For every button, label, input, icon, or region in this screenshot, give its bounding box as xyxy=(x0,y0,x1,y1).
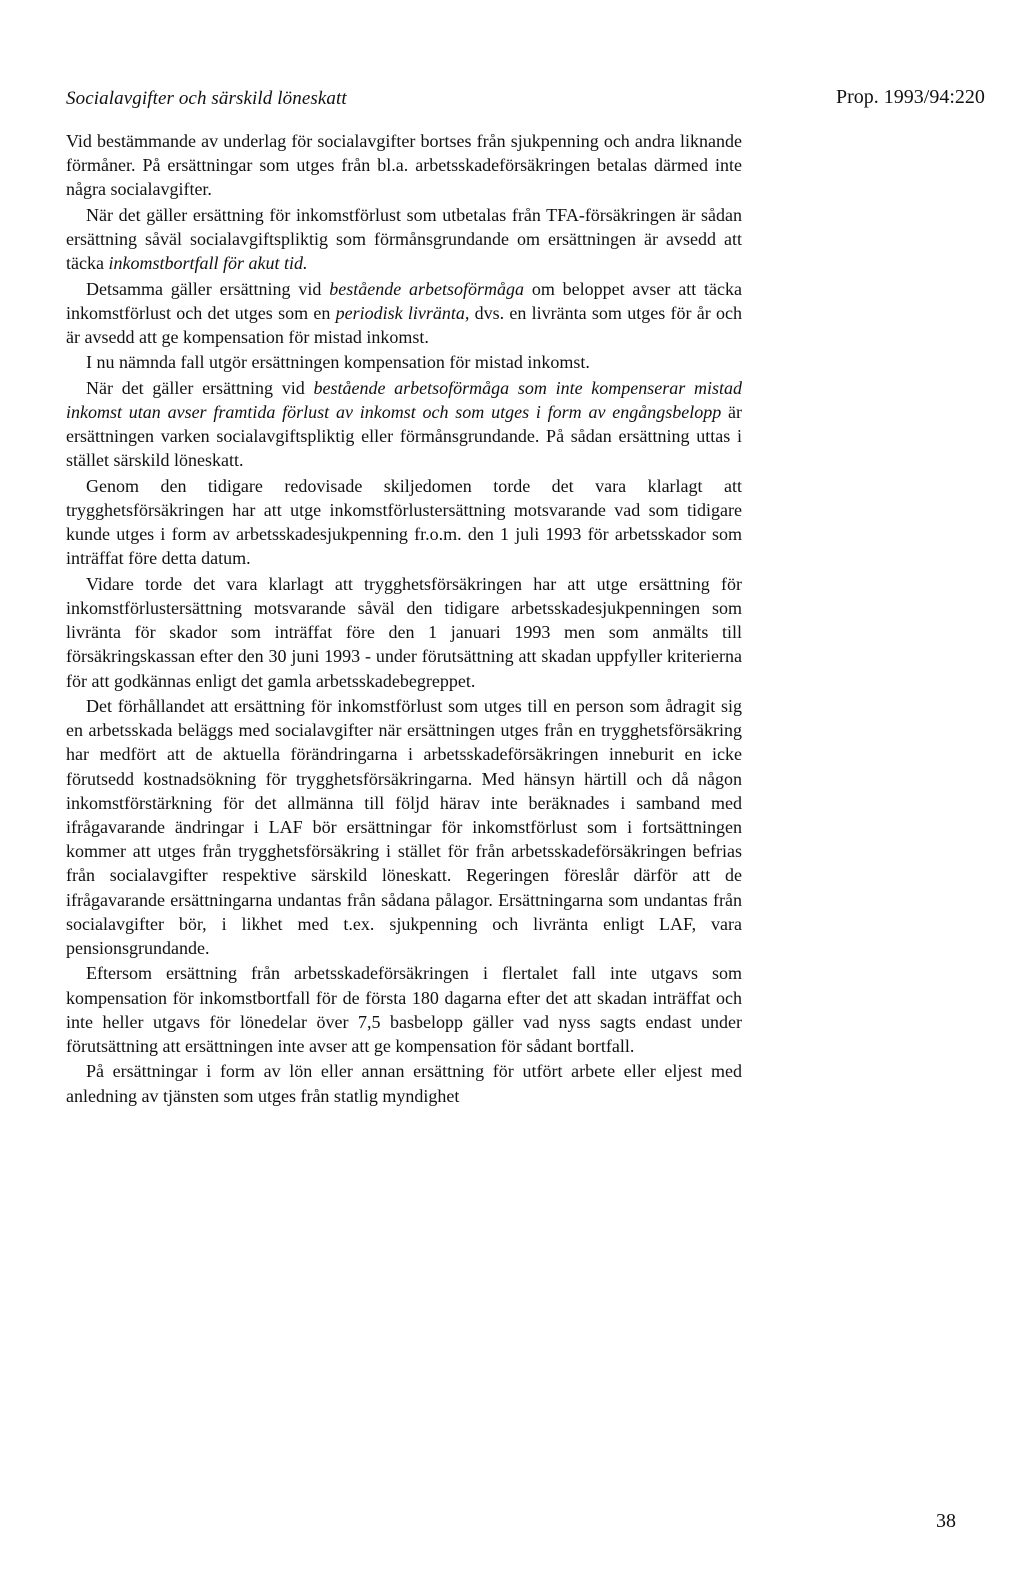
text-segment: Vidare torde det vara klarlagt att trygghetsförsäkringen har att utge ersättning för inkomstförlustersättning motsvarande såväl den tidigare arbetsskadesjukpenningen som livränta för skador som inträffat före den 1 januari 1993 men som anmälts till försäkringskassan efter den 30 juni 1993 - under förutsättning att skadan uppfyller kriterierna för att godkännas enligt det gamla arbetsskadebegreppet. xyxy=(66,573,742,691)
paragraph xyxy=(66,129,742,202)
text-segment: Detsamma gäller ersättning vid xyxy=(86,278,330,299)
text-segment: I nu nämnda fall utgör ersättningen kompensation för mistad inkomst. xyxy=(86,352,590,373)
text-segment: Det förhållandet att ersättning för inkomstförlust som utges till en person som ådragit sig en arbetsskada beläggs med socialavgifter när ersättningen utges från en trygghetsförsäkring har medfört att de aktuella förändringarna i arbetsskadeförsäkringen inneburit en icke förutsedd kostnadsökning för trygghetsförsäkringarna. Med hänsyn härtill och då någon inkomstförstärkning för det allmänna till följd härav inte beräknades i samband med ifrågavarande ändringar i LAF bör ersättningar för inkomstförlust som i fortsättningen kommer att utges från trygghetsförsäkring i stället för från arbetsskadeförsäkringen befrias från socialavgifter respektive särskild löneskatt. Regeringen föreslår därför att de ifrågavarande ersättningarna undantas från sådana pålagor. Ersättningarna som undantas från socialavgifter bör, i likhet med t.ex. sjukpenning och livränta enligt LAF, vara pensionsgrundande. xyxy=(66,695,742,959)
text-segment: om beloppet avser att täcka inkomstförlust och det utges som en xyxy=(66,278,742,323)
paragraph xyxy=(66,1059,742,1107)
body-text xyxy=(66,129,742,1109)
italic-text: periodisk livränta, xyxy=(335,302,470,323)
text-segment: Genom den tidigare redovisade skiljedomen torde det vara klarlagt att trygghetsförsäkringen har att utge inkomstförlustersättning motsvarande vad som tidigare kunde utges i form av arbetsskadesjukpenning fr.o.m. den 1 juli 1993 för arbetsskador som inträffat före detta datum. xyxy=(66,475,742,569)
text-segment: När det gäller ersättning för inkomstförlust som utbetalas från TFA-försäkringen är sådan ersättning såväl socialavgiftspliktig som förmånsgrundande om ersättningen är avsedd att täcka xyxy=(66,204,742,274)
running-title: Socialavgifter och särskild löneskatt xyxy=(66,88,347,109)
paragraph xyxy=(66,572,742,693)
paragraph xyxy=(66,961,742,1058)
text-segment: dvs. en livränta som utges för år och är avsedd att ge kompensation för mistad inkomst. xyxy=(66,302,742,347)
text-segment: På ersättningar i form av lön eller annan ersättning för utfört arbete eller eljest med anledning av tjänsten som utges från statlig myndighet xyxy=(66,1061,742,1106)
paragraph xyxy=(66,474,742,571)
page-number: 38 xyxy=(936,1510,956,1532)
paragraph xyxy=(66,376,742,473)
paragraph xyxy=(66,277,742,350)
italic-text: inkomstbortfall för akut tid. xyxy=(108,253,308,274)
document-reference: Prop. 1993/94:220 xyxy=(836,86,985,108)
paragraph xyxy=(66,203,742,276)
paragraph xyxy=(66,350,742,374)
text-segment: När det gäller ersättning vid xyxy=(86,377,314,398)
paragraph xyxy=(66,694,742,960)
italic-text: bestående arbetsoförmåga xyxy=(329,278,524,299)
text-segment: Eftersom ersättning från arbetsskadeförsäkringen i flertalet fall inte utgavs som kompensation för inkomstbortfall för de första 180 dagarna efter det att skadan inträffat och inte heller utgavs för lönedelar över 7,5 basbelopp gäller vad nyss sagts endast under förutsättning att ersättningen inte avser att ge kompensation för sådant bortfall. xyxy=(66,963,742,1057)
italic-text: bestående arbetsoförmåga som inte kompenserar mistad inkomst utan avser framtida förlust av inkomst och som utges i form av engångsbelopp xyxy=(66,377,742,422)
text-segment: Vid bestämmande av underlag för socialavgifter bortses från sjukpenning och andra liknande förmåner. På ersättningar som utges från bl.a. arbetsskadeförsäkringen betalas därmed inte några socialavgifter. xyxy=(66,131,742,200)
text-segment: är ersättningen varken socialavgiftspliktig eller förmånsgrundande. På sådan ersättning uttas i stället särskild löneskatt. xyxy=(66,401,742,471)
